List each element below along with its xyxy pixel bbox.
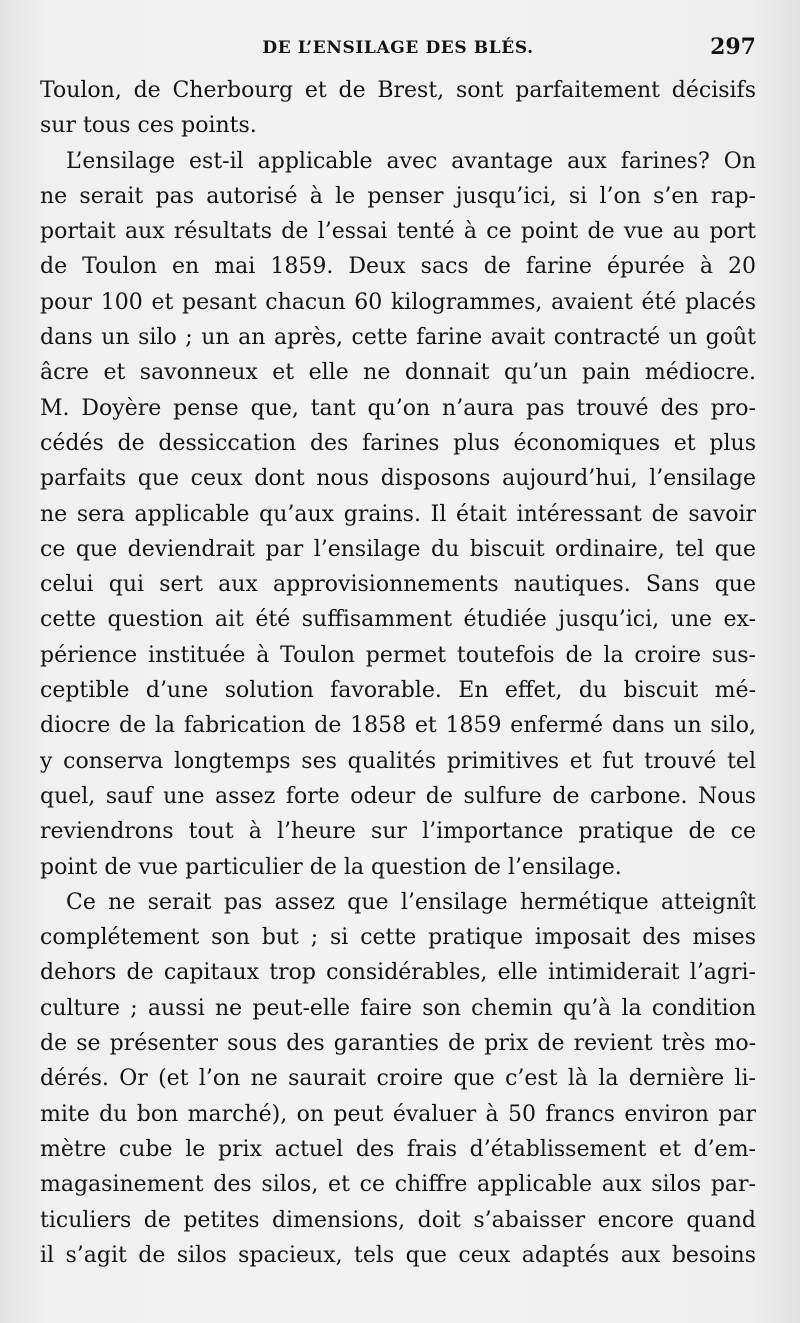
- text-line: cédés de dessiccation des farines plus économiques et plus: [40, 430, 756, 456]
- page-header: [40, 34, 756, 64]
- text-line: sur tous ces points.: [40, 113, 257, 139]
- text-line: ne serait pas autorisé à le penser jusqu’ici, si l’on s’en rap-: [40, 183, 756, 209]
- text-line: dans un silo ; un an après, cette farine avait contracté un goût: [40, 325, 756, 351]
- text-line: périence instituée à Toulon permet toutefois de la croire sus-: [40, 642, 756, 668]
- body-text: [40, 73, 756, 1273]
- text-line: portait aux résultats de l’essai tenté à ce point de vue au port: [40, 219, 756, 245]
- text-line: point de vue particulier de la question de l’ensilage.: [40, 854, 622, 880]
- text-line: diocre de la fabrication de 1858 et 1859 enfermé dans un silo,: [40, 713, 756, 739]
- text-line: dehors de capitaux trop considérables, elle intimiderait l’agri-: [40, 960, 756, 986]
- text-line: ceptible d’une solution favorable. En effet, du biscuit mé-: [40, 678, 756, 704]
- text-line: ticuliers de petites dimensions, doit s’abaisser encore quand: [40, 1207, 756, 1233]
- text-line: M. Doyère pense que, tant qu’on n’aura pas trouvé des pro-: [40, 395, 756, 421]
- text-line: cette question ait été suffisamment étudiée jusqu’ici, une ex-: [40, 607, 756, 633]
- text-line: pour 100 et pesant chacun 60 kilogrammes, avaient été placés: [40, 289, 756, 315]
- text-line: parfaits que ceux dont nous disposons aujourd’hui, l’ensilage: [40, 466, 756, 492]
- text-line: âcre et savonneux et elle ne donnait qu’un pain médiocre.: [40, 360, 756, 386]
- text-line: ne sera applicable qu’aux grains. Il était intéressant de savoir: [40, 501, 756, 527]
- text-line: dérés. Or (et l’on ne saurait croire que c’est là la dernière li-: [40, 1066, 756, 1092]
- page-number: 297: [710, 34, 756, 60]
- text-line: y conserva longtemps ses qualités primitives et fut trouvé tel: [40, 748, 756, 774]
- running-title: DE L’ENSILAGE DES BLÉS.: [262, 38, 534, 58]
- text-line: ce que deviendrait par l’ensilage du biscuit ordinaire, tel que: [40, 536, 756, 562]
- text-line: quel, sauf une assez forte odeur de sulfure de carbone. Nous: [40, 783, 756, 809]
- text-line: reviendrons tout à l’heure sur l’importance pratique de ce: [40, 819, 756, 845]
- text-line: de Toulon en mai 1859. Deux sacs de farine épurée à 20: [40, 254, 756, 280]
- text-line: mètre cube le prix actuel des frais d’établissement et d’em-: [40, 1136, 756, 1162]
- text-line: de se présenter sous des garanties de prix de revient très mo-: [40, 1031, 756, 1057]
- text-line: il s’agit de silos spacieux, tels que ceux adaptés aux besoins: [40, 1242, 756, 1268]
- text-line: celui qui sert aux approvisionnements nautiques. Sans que: [40, 572, 756, 598]
- text-line: culture ; aussi ne peut-elle faire son chemin qu’à la condition: [40, 995, 756, 1021]
- text-line: mite du bon marché), on peut évaluer à 50 francs environ par: [40, 1101, 756, 1127]
- text-line: complétement son but ; si cette pratique imposait des mises: [40, 925, 756, 951]
- text-line: Ce ne serait pas assez que l’ensilage hermétique atteignît: [66, 889, 756, 915]
- text-line: L’ensilage est-il applicable avec avantage aux farines? On: [66, 148, 756, 174]
- text-line: Toulon, de Cherbourg et de Brest, sont parfaitement décisifs: [40, 78, 756, 103]
- text-line: magasinement des silos, et ce chiffre applicable aux silos par-: [40, 1172, 756, 1198]
